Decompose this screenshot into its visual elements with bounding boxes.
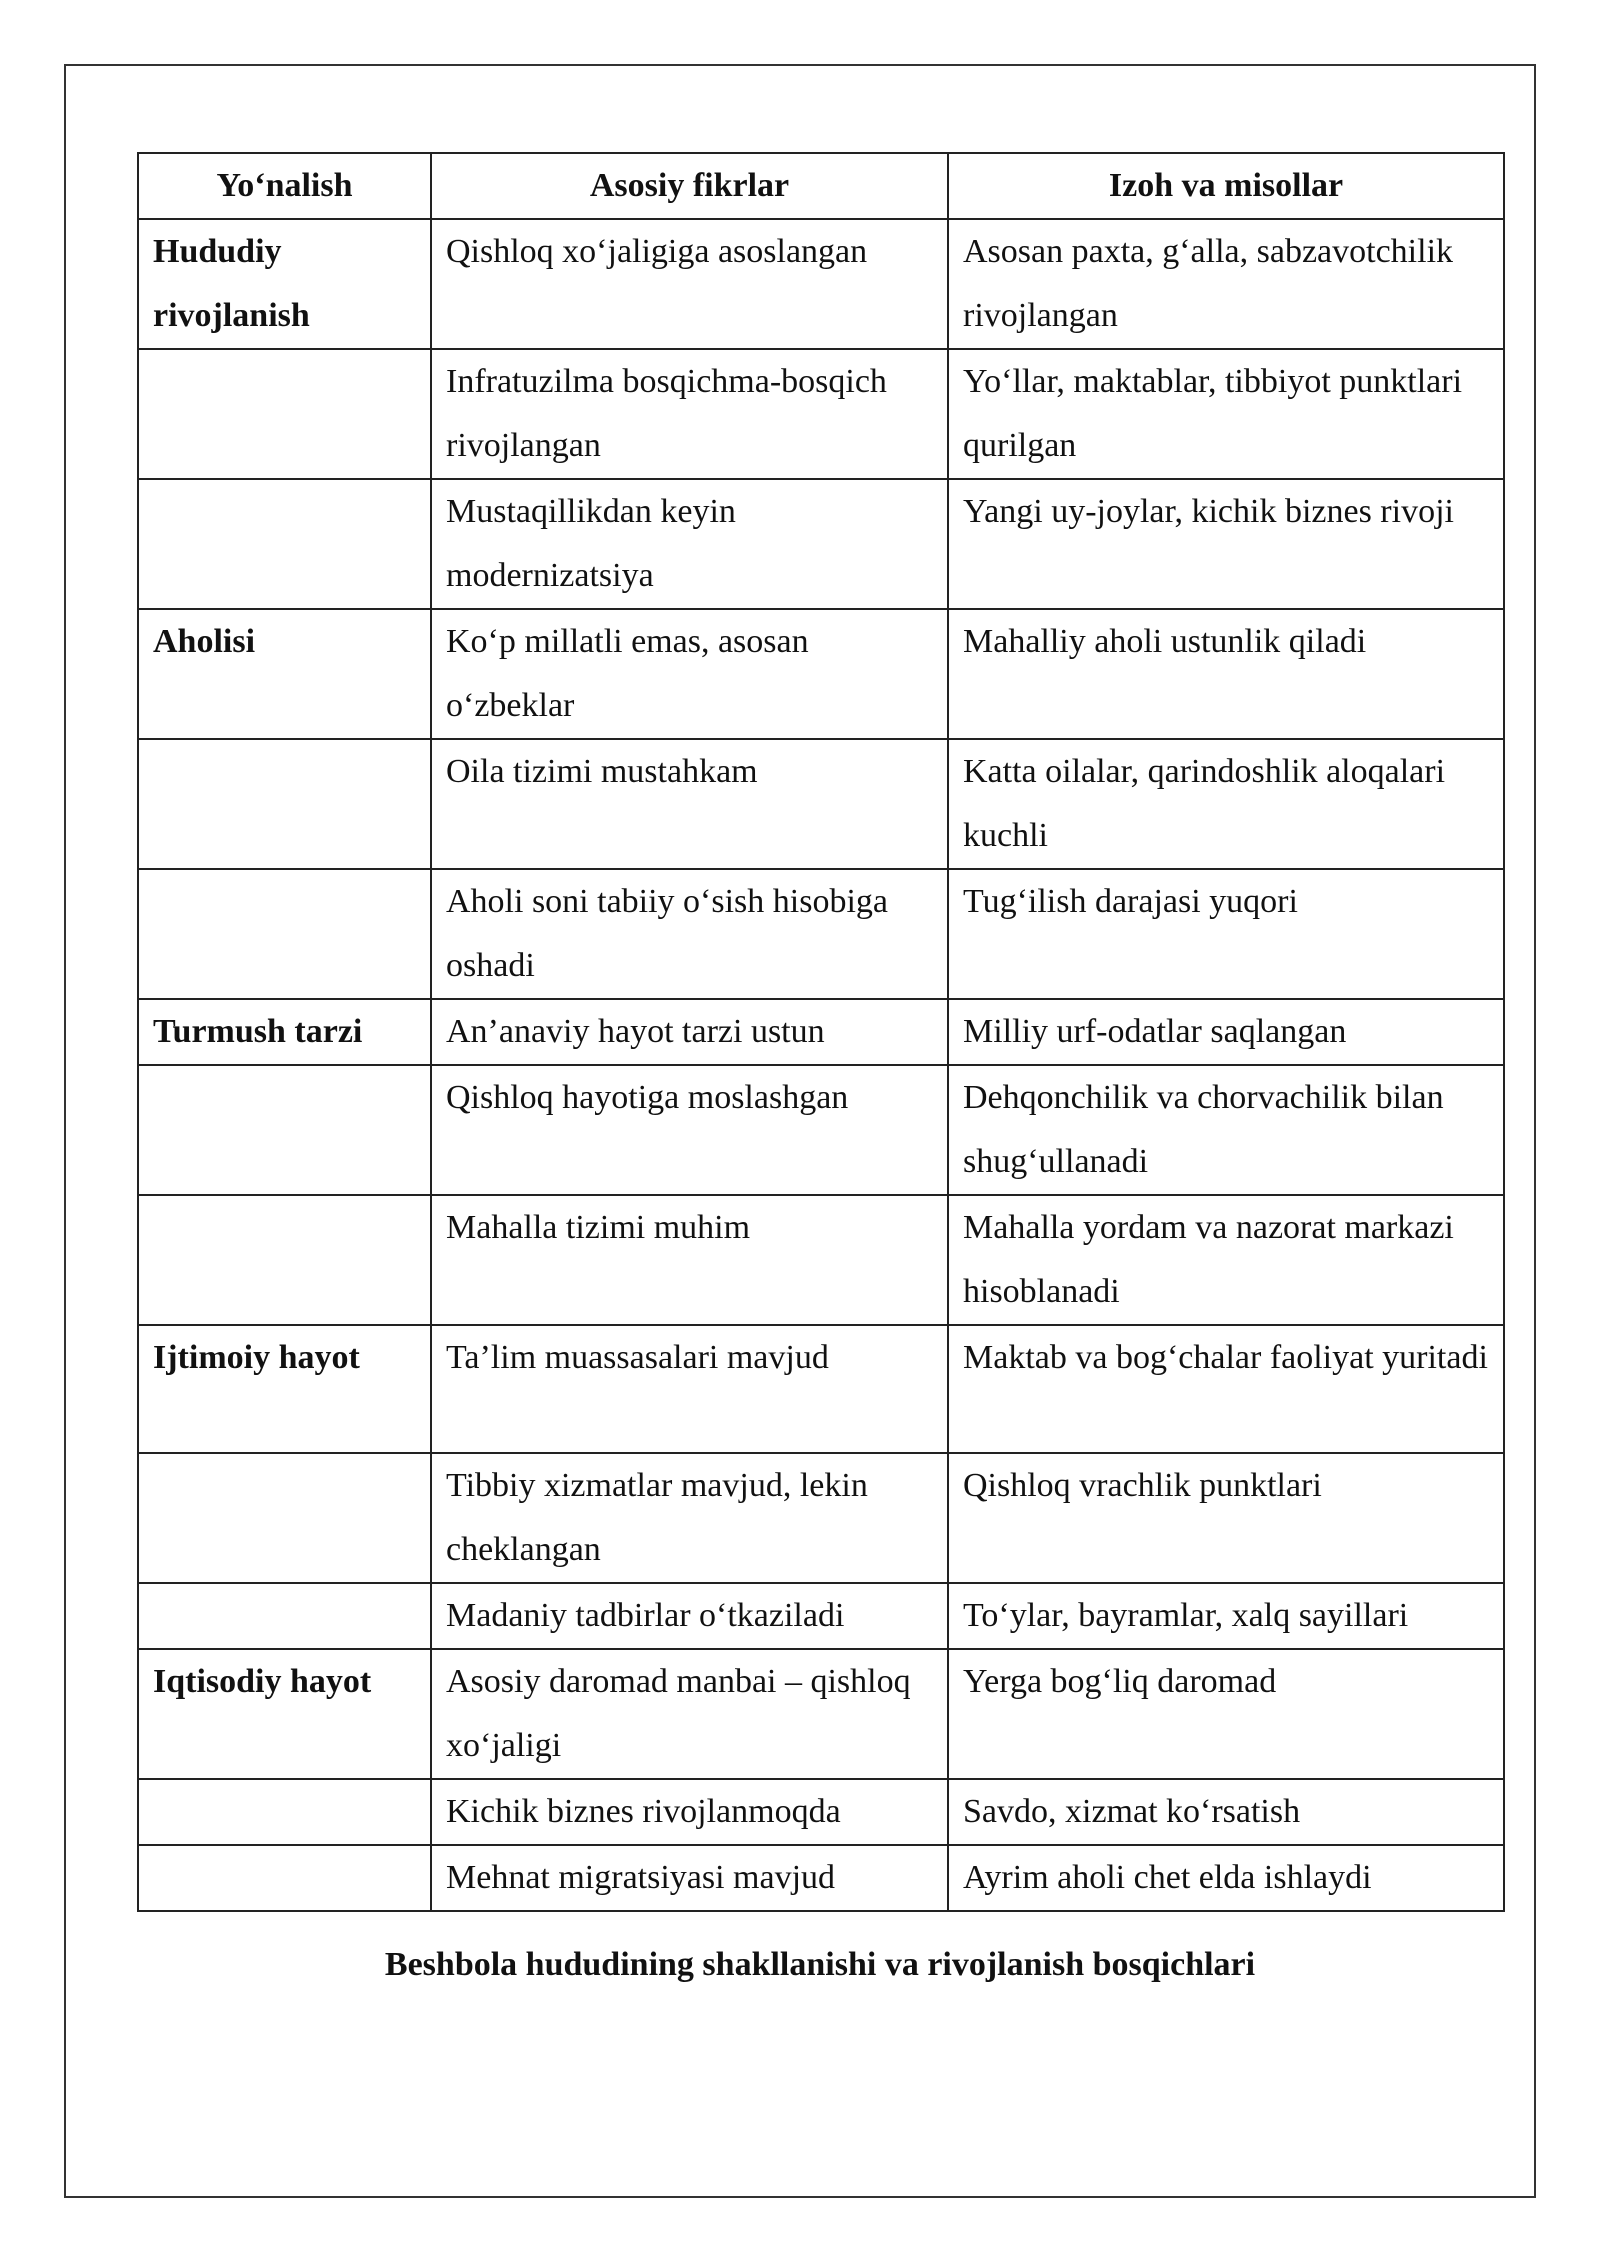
idea-cell: Tibbiy xizmatlar mavjud, lekin cheklangan xyxy=(431,1453,948,1583)
note-cell: Qishloq vrachlik punktlari xyxy=(948,1453,1504,1583)
header-main-ideas: Asosiy fikrlar xyxy=(431,153,948,219)
idea-cell: Ko‘p millatli emas, asosan o‘zbeklar xyxy=(431,609,948,739)
direction-cell: Ijtimoiy hayot xyxy=(138,1325,431,1453)
overview-table xyxy=(137,152,1505,1912)
table-row xyxy=(138,609,1504,739)
table-row xyxy=(138,1583,1504,1649)
idea-cell: An’anaviy hayot tarzi ustun xyxy=(431,999,948,1065)
table-row xyxy=(138,1195,1504,1325)
direction-cell xyxy=(138,869,431,999)
header-direction: Yo‘nalish xyxy=(138,153,431,219)
idea-cell: Qishloq hayotiga moslashgan xyxy=(431,1065,948,1195)
direction-cell xyxy=(138,1065,431,1195)
note-cell: Milliy urf-odatlar saqlangan xyxy=(948,999,1504,1065)
table-row xyxy=(138,1065,1504,1195)
note-cell: Savdo, xizmat ko‘rsatish xyxy=(948,1779,1504,1845)
note-cell: Yangi uy-joylar, kichik biznes rivoji xyxy=(948,479,1504,609)
header-notes-examples: Izoh va misollar xyxy=(948,153,1504,219)
direction-cell xyxy=(138,1779,431,1845)
table-row xyxy=(138,219,1504,349)
idea-cell: Asosiy daromad manbai – qishloq xo‘jaligi xyxy=(431,1649,948,1779)
note-cell: Dehqonchilik va chorvachilik bilan shug‘ullanadi xyxy=(948,1065,1504,1195)
direction-cell xyxy=(138,479,431,609)
note-cell: Tug‘ilish darajasi yuqori xyxy=(948,869,1504,999)
table-row xyxy=(138,869,1504,999)
note-cell: Maktab va bog‘chalar faoliyat yuritadi xyxy=(948,1325,1504,1453)
table-row xyxy=(138,739,1504,869)
note-cell: Asosan paxta, g‘alla, sabzavotchilik rivojlangan xyxy=(948,219,1504,349)
note-cell: Ayrim aholi chet elda ishlaydi xyxy=(948,1845,1504,1911)
direction-cell xyxy=(138,349,431,479)
note-cell: Yerga bog‘liq daromad xyxy=(948,1649,1504,1779)
direction-cell: Aholisi xyxy=(138,609,431,739)
table-row xyxy=(138,1779,1504,1845)
idea-cell: Mustaqillikdan keyin modernizatsiya xyxy=(431,479,948,609)
table-row xyxy=(138,1845,1504,1911)
direction-cell: Iqtisodiy hayot xyxy=(138,1649,431,1779)
table-row xyxy=(138,1325,1504,1453)
idea-cell: Mehnat migratsiyasi mavjud xyxy=(431,1845,948,1911)
table-row xyxy=(138,999,1504,1065)
table-header-row xyxy=(138,153,1504,219)
idea-cell: Ta’lim muassasalari mavjud xyxy=(431,1325,948,1453)
idea-cell: Kichik biznes rivojlanmoqda xyxy=(431,1779,948,1845)
direction-cell xyxy=(138,739,431,869)
idea-cell: Mahalla tizimi muhim xyxy=(431,1195,948,1325)
direction-cell xyxy=(138,1583,431,1649)
table-row xyxy=(138,349,1504,479)
note-cell: Yo‘llar, maktablar, tibbiyot punktlari qurilgan xyxy=(948,349,1504,479)
idea-cell: Aholi soni tabiiy o‘sish hisobiga oshadi xyxy=(431,869,948,999)
idea-cell: Infratuzilma bosqichma-bosqich rivojlangan xyxy=(431,349,948,479)
direction-cell xyxy=(138,1453,431,1583)
table-row xyxy=(138,1453,1504,1583)
idea-cell: Madaniy tadbirlar o‘tkaziladi xyxy=(431,1583,948,1649)
table-row xyxy=(138,1649,1504,1779)
note-cell: To‘ylar, bayramlar, xalq sayillari xyxy=(948,1583,1504,1649)
idea-cell: Oila tizimi mustahkam xyxy=(431,739,948,869)
note-cell: Mahalliy aholi ustunlik qiladi xyxy=(948,609,1504,739)
note-cell: Katta oilalar, qarindoshlik aloqalari kuchli xyxy=(948,739,1504,869)
note-cell: Mahalla yordam va nazorat markazi hisoblanadi xyxy=(948,1195,1504,1325)
direction-cell xyxy=(138,1195,431,1325)
idea-cell: Qishloq xo‘jaligiga asoslangan xyxy=(431,219,948,349)
table-caption: Beshbola hududining shakllanishi va rivojlanish bosqichlari xyxy=(384,1946,1256,1983)
direction-cell: Hududiy rivojlanish xyxy=(138,219,431,349)
direction-cell: Turmush tarzi xyxy=(138,999,431,1065)
table-row xyxy=(138,479,1504,609)
direction-cell xyxy=(138,1845,431,1911)
